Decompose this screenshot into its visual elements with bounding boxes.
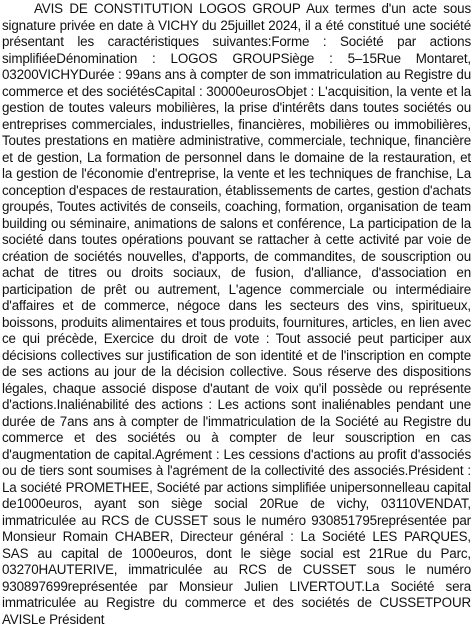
legal-notice-text: AVIS DE CONSTITUTION LOGOS GROUP Aux termes d'un acte sous signature privée en date à VICHY du 25juillet 2024, il a été constitué une société présentant les caractéristiques suivantes:Forme : Société par actions simplifiéeDénomination : LOGOS GROUPSiège : 5–15Rue Montaret, 03200VICHYDurée : 99ans ans à compter de son immatriculation au Registre du commerce et des sociétésCapital : 30000eurosObjet : L'acquisition, la vente et la gestion de toutes valeurs mobilières, la prise d'intérêts dans toutes sociétés ou entreprises commerciales, industrielles, financières, mobilières ou immobilières, Toutes prestations en matière administrative, commerciale, technique, financière et de gestion, La formation de personnel dans le domaine de la restauration, et la gestion de l'économie d'entreprise, la vente et les techniques de franchise, La conception d'espaces de restauration, établissements de cartes, gestion d'achats groupés, Toutes activités de conseils, coaching, formation, organisation de team building ou séminaire, animations de salons et conférence, La participation de la société dans toutes opérations pouvant se rattacher à cette activité par voie de création de sociétés nouvelles, d'apports, de commandites, de souscription ou achat de titres ou droits sociaux, de fusion, d'alliance, d'association en participation de prêt ou autrement, L'agence commerciale ou intermédiaire d'affaires et de commerce, négoce dans les secteurs des vins, spiritueux, boissons, produits alimentaires et tous produits, fournitures, articles, en lien avec ce qui précède, Exercice du droit de vote : Tout associé peut participer aux décisions collectives sur justification de son identité et de l'inscription en compte de ses actions au jour de la décision collective. Sous réserve des dispositions légales, chaque associé dispose d'autant de voix qu'il possède ou représente d'actions.Inaliénabilité des actions : Les actions sont inaliénables pendant une durée de 7ans ans à compter de l'immatriculation de la Société au Registre du commerce et des sociétés ou à compter de leur souscription en cas d'augmentation de capital.Agrément : Les cessions d'actions au profit d'associés ou de tiers sont soumises à l'agrément de la collectivité des associés.Président : La société PROMETHEE, Société par actions simplifiée unipersonnelleau capital de1000euros, ayant son siège social 20Rue de vichy, 03110VENDAT, immatriculée au RCS de CUSSET sous le numéro 930851795représentée par Monsieur Romain CHABER, Directeur général : La Société LES PARQUES, SAS au capital de 1000euros, dont le siège social est 21Rue du Parc, 03270HAUTERIVE, immatriculée au RCS de CUSSET sous le numéro 930897699représentée par Monsieur Julien LIVERTOUT.La Société sera immatriculée au Registre du commerce et des sociétés de CUSSETPOUR AVISLe Président (2, 1, 471, 627)
